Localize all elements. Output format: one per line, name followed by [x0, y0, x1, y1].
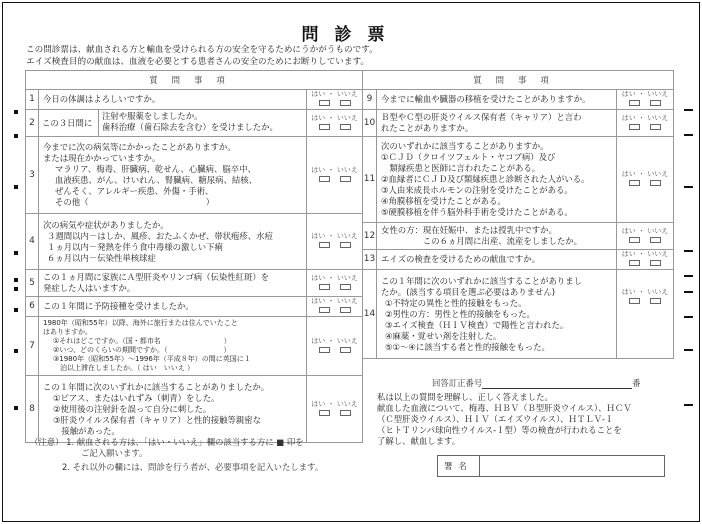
question-row-4 [26, 214, 363, 270]
answer-cell [307, 297, 363, 317]
scan-marker [684, 109, 693, 111]
intro-line-1: この問診票は、献血される方と輸血を受けられる方の安全を守るためにうかがうものです。 [26, 45, 378, 55]
question-text: この１年間に次のいずれかに該当することがありまし [381, 275, 582, 286]
question-row-3 [26, 137, 363, 214]
scan-marker [684, 186, 693, 188]
answer-cell [307, 317, 363, 376]
question-text: 今までに次の病気等にかかったことがありますか。 [43, 142, 236, 152]
question-text: はありますか。 [43, 328, 92, 336]
note-text: ご記入願います。 [81, 448, 148, 458]
yes-no-label: はい ・ いいえ [311, 399, 358, 408]
answer-cell [307, 214, 363, 270]
question-number: 9 [363, 90, 377, 110]
question-row-1 [26, 90, 363, 110]
question-text: この６ヵ月間に出産、流産をしましたか。 [381, 236, 582, 246]
no-checkbox[interactable] [340, 410, 351, 416]
question-text: Ｂ型やＣ型の肝炎ウイルス保有者（キャリア）と言わ [381, 112, 582, 122]
note-number: 2. [62, 462, 70, 472]
question-subitem: ３週間以内－はしか、風疹、おたふくかぜ、帯状疱疹、水痘 [47, 230, 273, 241]
correction-number [432, 377, 641, 389]
question-text: れたことがありますか。 [381, 123, 474, 133]
question-subitem: 類縁疾患と医師に言われたことがある。 [381, 163, 541, 173]
question-subitem: ①それはどこですか。（国・都市名 ） [53, 337, 231, 345]
question-row-5 [26, 270, 363, 297]
question-number: 11 [363, 137, 377, 223]
scan-marker [14, 287, 18, 291]
questions-table-right [362, 70, 674, 359]
question-subitem: ③エイズ検査（ＨＩＶ検査）で陽性と言われた。 [385, 319, 569, 330]
question-subitem: ③1980年（昭和55年）～1996年（平成８年）の間に英国に１ [53, 355, 251, 363]
yes-no-label: はい ・ いいえ [311, 232, 358, 240]
scan-marker [684, 275, 693, 277]
scan-marker [14, 185, 18, 189]
scan-marker [684, 404, 693, 406]
question-number: 13 [363, 250, 377, 270]
question-subitem: ６ヵ月以内－伝染性単核球症 [47, 252, 156, 263]
question-text: 注射や服薬をしましたか。 [102, 111, 203, 121]
question-row-2 [26, 110, 363, 137]
question-text: この１年間に次のいずれかに該当することがありましたか。 [43, 381, 270, 392]
answer-cell [617, 250, 674, 270]
yes-no-label: はい ・ いいえ [621, 113, 669, 122]
answer-cell [617, 270, 674, 359]
answer-cell [617, 110, 674, 137]
question-number: 14 [363, 270, 377, 359]
question-row-14 [363, 270, 674, 359]
scan-marker [14, 308, 18, 312]
answer-cell [617, 90, 674, 110]
declaration-line: （ヒトＴリンパ球向性ウイルス-Ｉ型）等の検査が行われることを [377, 425, 622, 435]
correction-number-field[interactable] [482, 380, 632, 389]
scan-marker [684, 134, 693, 136]
question-subitem: ①ピアス、またはいれずみ（刺青）をした。 [53, 392, 220, 403]
answer-cell [617, 223, 674, 250]
questions-table-left [25, 70, 363, 443]
answer-cell [307, 376, 363, 443]
question-number: 12 [363, 223, 377, 250]
note-text: それ以外の欄には、問診を行う者が、必要事項を記入いたします。 [72, 462, 324, 472]
signature-field[interactable] [480, 456, 664, 476]
correction-suffix: 番 [632, 378, 641, 388]
yes-checkbox[interactable] [629, 298, 640, 304]
question-number: 3 [26, 137, 39, 214]
question-subitem: 泊以上滞在しましたか。（ はい いいえ ） [53, 364, 194, 372]
declaration-line: 了解し、献血します。 [377, 436, 461, 446]
yes-checkbox[interactable] [629, 260, 640, 266]
question-subitem: ④麻薬・覚せい剤を注射した。 [385, 330, 502, 341]
no-checkbox[interactable] [340, 176, 351, 182]
question-subitem: ②男性の方：男性と性的接触をもった。 [385, 308, 535, 319]
notes-section [30, 437, 323, 473]
yes-checkbox[interactable] [319, 284, 330, 290]
question-subitem: ②使用後の注射針を誤って自分に刺した。 [53, 403, 212, 414]
no-checkbox[interactable] [340, 100, 351, 106]
question-number: 2 [26, 110, 39, 137]
question-text: この１ヵ月間に家族にＡ型肝炎やリンゴ病（伝染性紅斑）を [43, 272, 270, 282]
yes-checkbox[interactable] [319, 347, 330, 353]
yes-no-label: はい ・ いいえ [311, 336, 358, 345]
no-checkbox[interactable] [650, 298, 661, 304]
question-text: たか。(該当する項目を選ぶ必要はありません) [381, 286, 556, 297]
yes-checkbox[interactable] [629, 100, 640, 106]
answer-cell [307, 270, 363, 297]
no-checkbox[interactable] [340, 242, 351, 248]
question-subitem: ④角膜移植を受けたことがある。 [381, 196, 506, 206]
intro-line-2: エイズ検査目的の献血は、血液を必要とする患者さんの安全のためにお断りしています。 [26, 57, 369, 67]
yes-no-label: はい ・ いいえ [621, 250, 669, 258]
question-number: 4 [26, 214, 39, 270]
yes-no-label: はい ・ いいえ [621, 226, 669, 235]
correction-label: 回答訂正番号 [432, 378, 483, 388]
question-text: 今日の体調はよろしいですか。 [43, 94, 161, 104]
no-checkbox[interactable] [650, 124, 661, 130]
scan-marker [684, 250, 693, 252]
no-checkbox[interactable] [650, 260, 661, 266]
no-checkbox[interactable] [340, 284, 351, 290]
question-text: 次の病気や症状がありましたか。 [43, 219, 169, 230]
yes-no-label: はい ・ いいえ [621, 90, 669, 98]
question-row-10 [363, 110, 674, 137]
question-subitem: ⑤硬膜移植を伴う脳外科手術を受けたことがある。 [381, 207, 573, 217]
question-prefix: この３日間に [39, 110, 99, 136]
scan-marker [684, 316, 693, 318]
question-text: 次のいずれかに該当することがありますか。 [381, 141, 549, 151]
question-row-12 [363, 223, 674, 250]
question-subitem: ②いつ、どのくらいの期間ですか。（ ） [53, 346, 231, 354]
yes-no-label: はい ・ いいえ [311, 165, 358, 174]
intro-text [26, 44, 378, 68]
question-row-7 [26, 317, 363, 376]
no-checkbox[interactable] [340, 347, 351, 353]
yes-checkbox[interactable] [319, 124, 330, 130]
question-text: エイズの検査を受けるための献血ですか。 [381, 254, 541, 264]
yes-no-label: はい ・ いいえ [311, 273, 358, 282]
scan-marker [14, 278, 18, 282]
declaration-text [377, 392, 677, 447]
yes-checkbox[interactable] [319, 410, 330, 416]
yes-checkbox[interactable] [319, 100, 330, 106]
yes-checkbox[interactable] [319, 307, 330, 313]
yes-no-label: はい ・ いいえ [621, 288, 669, 296]
question-row-6 [26, 297, 363, 317]
no-checkbox[interactable] [650, 237, 661, 243]
scan-marker [684, 291, 693, 293]
answer-cell [307, 137, 363, 214]
yes-no-label: はい ・ いいえ [621, 170, 669, 178]
question-subitem: その他（ ） [55, 197, 215, 207]
question-number: 1 [26, 90, 39, 110]
no-checkbox[interactable] [650, 180, 661, 186]
column-header-right: 質問事項 [363, 71, 674, 90]
declaration-line: （Ｃ型肝炎ウイルス）、ＨＩＶ（エイズウイルス）、ＨＴＬＶ-Ｉ [377, 414, 614, 424]
scan-marker [14, 251, 18, 255]
question-subitem: ②血縁者にＣＪＤ及び類縁疾患と診断された人がいる。 [381, 174, 590, 184]
yes-checkbox[interactable] [319, 176, 330, 182]
question-text: または現在かかっていますか。 [43, 153, 161, 163]
scan-marker [14, 134, 18, 138]
signature-label: 署名 [438, 456, 480, 476]
yes-checkbox[interactable] [319, 242, 330, 248]
scan-marker [14, 349, 18, 353]
question-number: 10 [363, 110, 377, 137]
question-subitem: ①不特定の異性と性的接触をもった。 [385, 297, 527, 308]
notes-prefix: （注意） [30, 437, 64, 447]
question-subitem: ぜんそく、アレルギー疾患、外傷・手術、 [55, 186, 214, 196]
question-number: 5 [26, 270, 39, 297]
question-number: 7 [26, 317, 39, 376]
question-subitem: 接触があった。 [53, 425, 120, 436]
no-checkbox[interactable] [340, 124, 351, 130]
question-subitem: １ヵ月以内－発熱を伴う食中毒様の激しい下痢 [47, 241, 223, 252]
question-row-8 [26, 376, 363, 443]
question-subitem: マラリア、梅毒、肝臓病、乾せん、心臓病、脳卒中、 [55, 164, 256, 174]
no-checkbox[interactable] [340, 307, 351, 313]
declaration-line: 献血した血液について、梅毒、ＨＢＶ（Ｂ型肝炎ウイルス）、ＨＣＶ [377, 403, 632, 413]
signature-box [437, 455, 665, 477]
question-subitem: ⑤①～④に該当する者と性的接触をもった。 [385, 341, 550, 352]
page-title: 問診票 [301, 25, 401, 45]
note-text: 印を [286, 437, 304, 447]
filled-mark-icon: ■ [276, 437, 285, 447]
yes-no-label: はい ・ いいえ [311, 90, 358, 98]
question-row-9 [363, 90, 674, 110]
yes-no-label: はい ・ いいえ [311, 113, 358, 122]
yes-checkbox[interactable] [629, 124, 640, 130]
declaration-line: 私は以上の質問を理解し、正しく答えました。 [377, 392, 553, 402]
question-text: 発症した人はいますか。 [43, 283, 136, 293]
question-row-11 [363, 137, 674, 223]
question-subitem: ③人由来成長ホルモンの注射を受けたことがある。 [381, 185, 573, 195]
question-subitem: ③肝炎ウイルス保有者（キャリア）と性的接触等親密な [53, 414, 262, 425]
scan-marker [684, 349, 693, 351]
question-text: 1980年（昭和55年）以降、海外に旅行または住んでいたこと [43, 319, 238, 327]
question-subitem: 血液疾患、がん、けいれん、腎臓病、糖尿病、結核、 [55, 175, 258, 185]
question-row-13 [363, 250, 674, 270]
note-text: 献血される方は、「はい・いいえ」欄の該当する方に [76, 437, 274, 447]
yes-checkbox[interactable] [629, 180, 640, 186]
scan-marker [14, 110, 18, 114]
no-checkbox[interactable] [650, 100, 661, 106]
question-text: 女性の方：現在妊娠中、または授乳中ですか。 [381, 225, 557, 235]
question-number: 6 [26, 297, 39, 317]
question-subitem: ①ＣＪＤ（クロイツフェルト・ヤコブ病）及び [381, 152, 556, 162]
question-text: 今までに輸血や臓器の移植を受けたことがありますか。 [381, 94, 591, 104]
question-number: 8 [26, 376, 39, 443]
answer-cell [617, 137, 674, 223]
column-header-left: 質問事項 [26, 71, 363, 90]
scan-marker [14, 406, 18, 410]
question-text: 歯科治療（歯石除去を含む）を受けましたか。 [102, 122, 278, 132]
question-text: この１年間に予防接種を受けましたか。 [43, 301, 194, 311]
note-number: 1. [66, 437, 75, 447]
yes-checkbox[interactable] [629, 237, 640, 243]
answer-cell [307, 110, 363, 137]
yes-no-label: はい ・ いいえ [311, 297, 358, 305]
answer-cell [307, 90, 363, 110]
